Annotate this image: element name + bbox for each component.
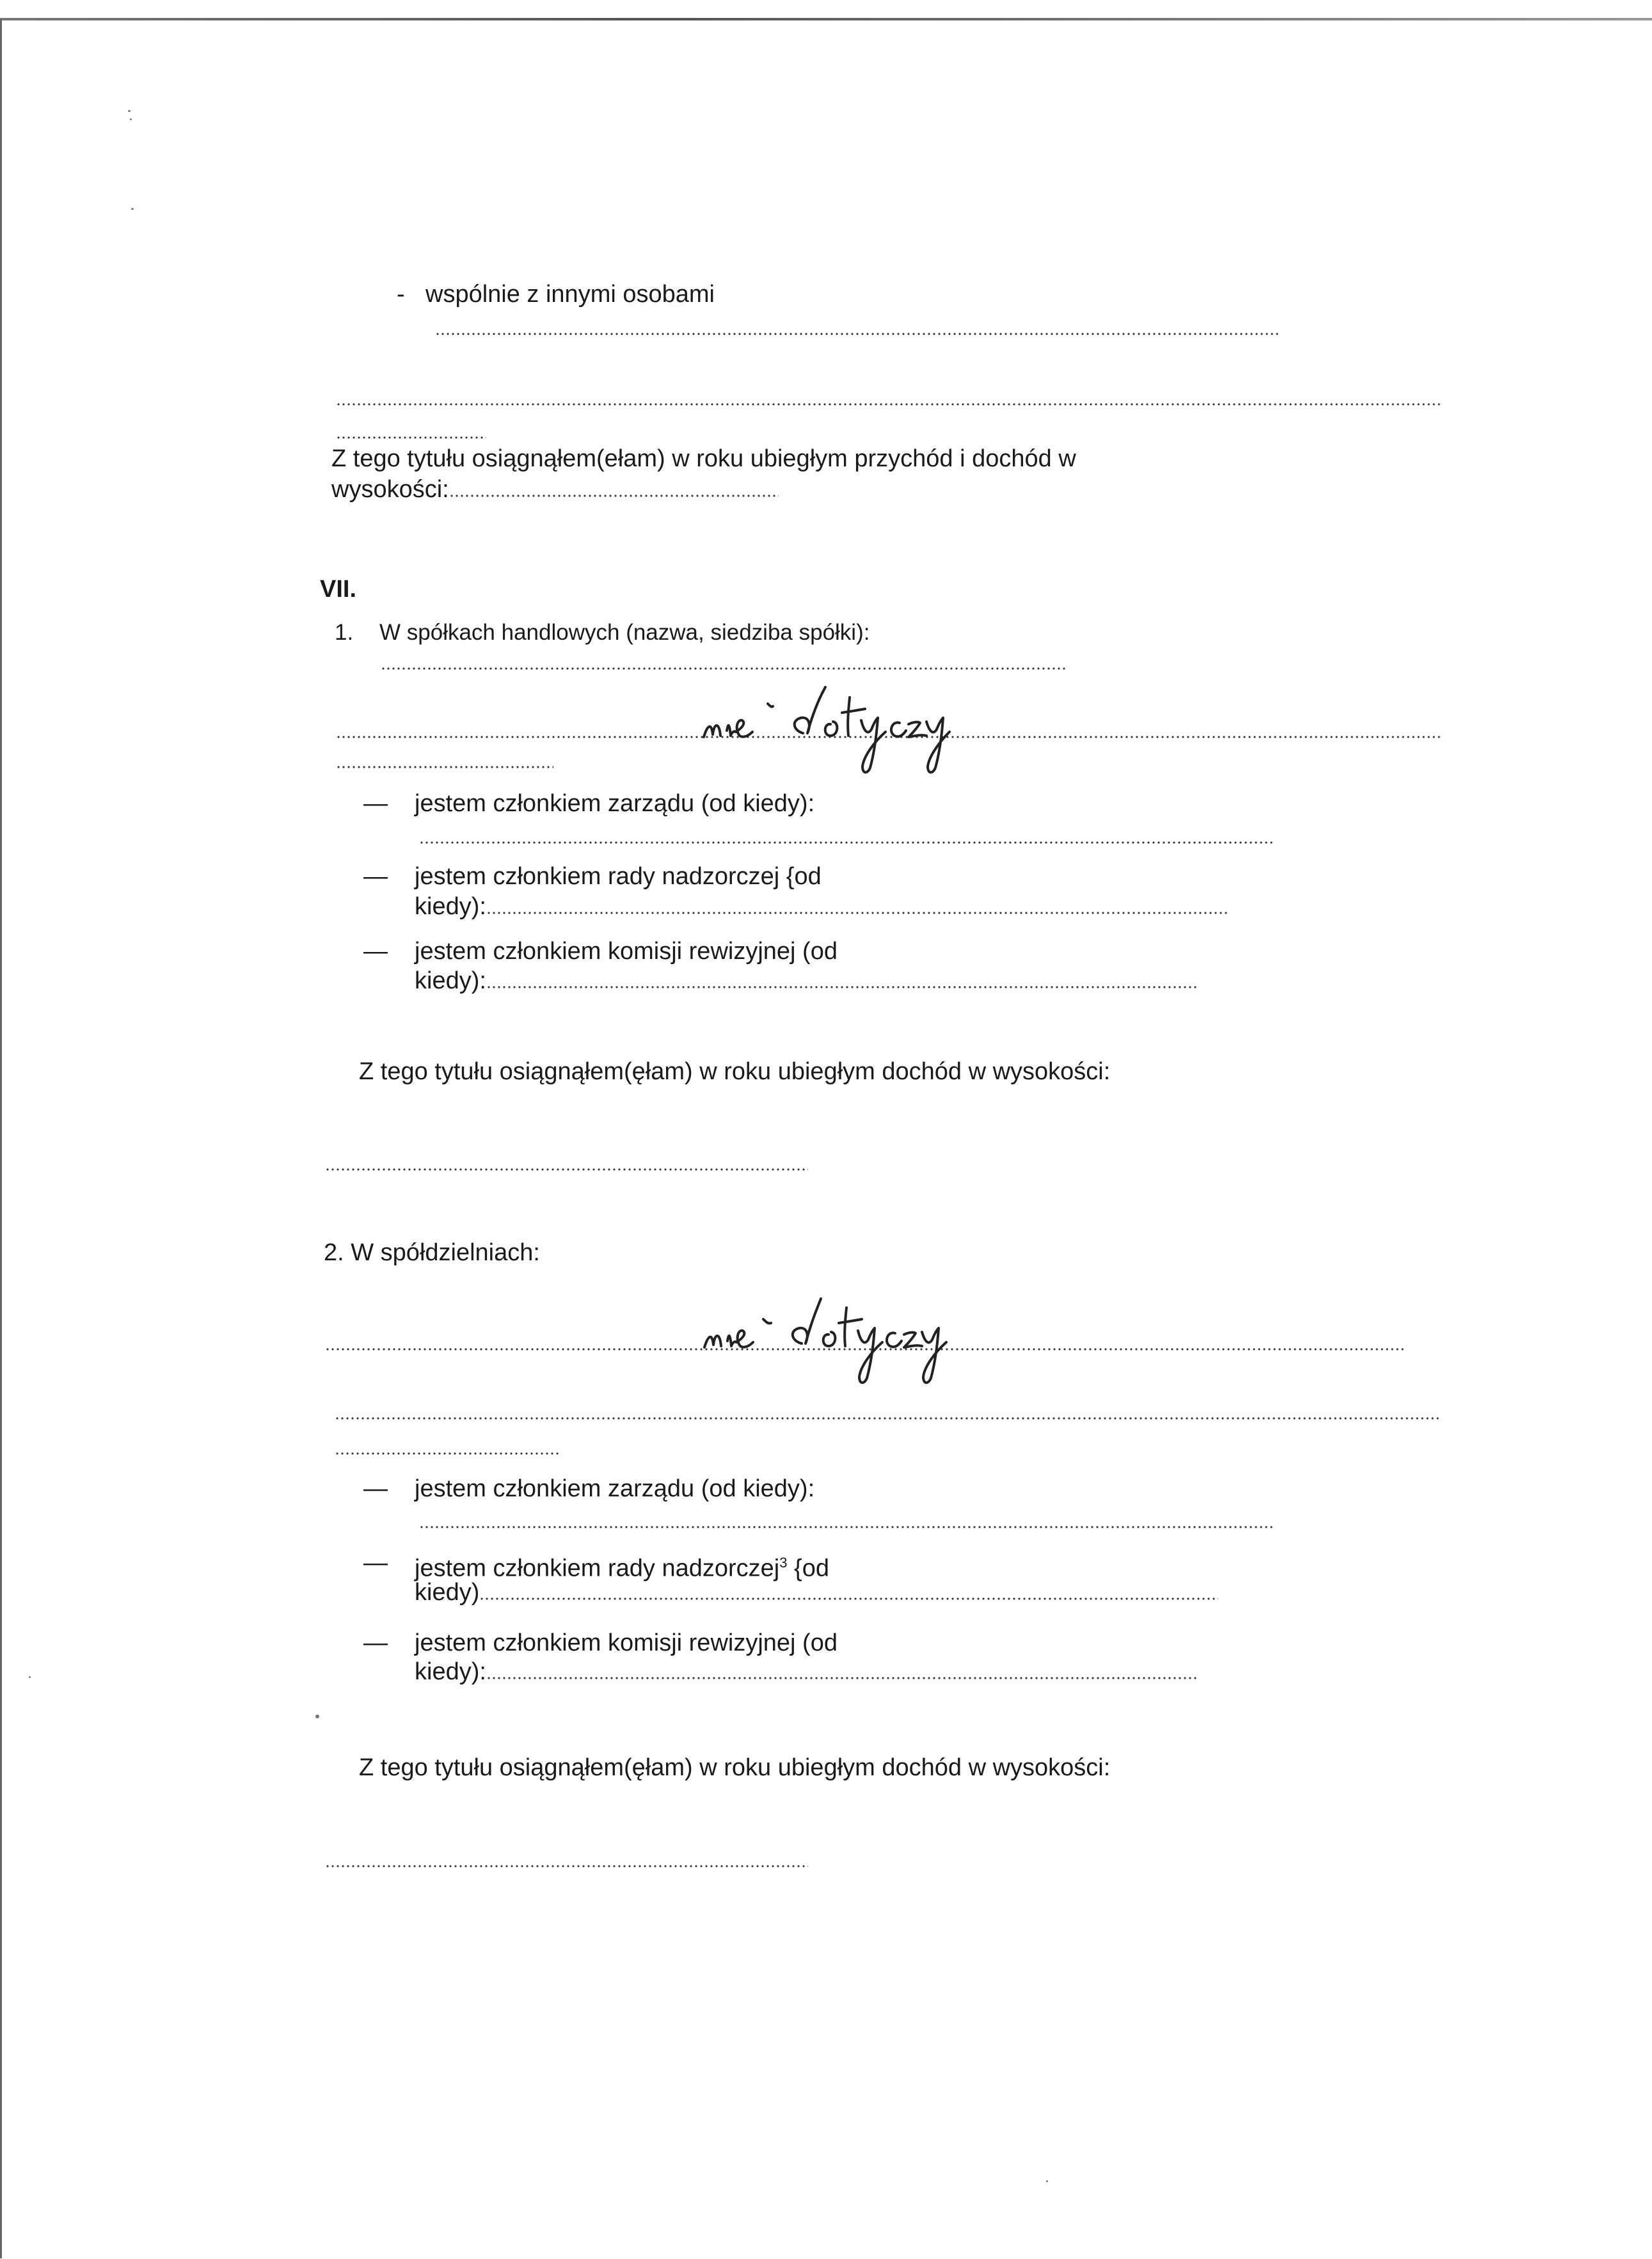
- dash-bullet: —: [363, 1550, 388, 1576]
- supervisory-board-label-cont: [415, 892, 1228, 921]
- since-label: kiedy): [415, 1579, 480, 1606]
- income-business-text-cont: [331, 475, 779, 504]
- fill-line: [486, 912, 1228, 914]
- fill-line: [419, 841, 1273, 844]
- since-label: kiedy):: [415, 893, 486, 920]
- board-member-label: jestem członkiem zarządu (od kiedy):: [415, 790, 815, 817]
- section-number: VII.: [320, 576, 357, 603]
- scan-border-left: [0, 19, 2, 2258]
- supervisory-board-label-cont: [415, 1578, 1218, 1607]
- since-label: kiedy):: [415, 967, 486, 994]
- scan-speck: [1046, 2180, 1048, 2182]
- supervisory-board-label: jestem członkiem rady nadzorczej {od: [415, 863, 822, 890]
- dash-bullet: —: [363, 1475, 388, 1502]
- audit-committee-label: jestem członkiem komisji rewizyjnej (od: [415, 938, 838, 965]
- fill-line: [435, 333, 1280, 335]
- scan-speck: [315, 1715, 319, 1718]
- audit-committee-label-cont: [415, 1657, 1196, 1686]
- audit-committee-label: jestem członkiem komisji rewizyjnej (od: [415, 1629, 838, 1656]
- fill-line: [486, 1677, 1196, 1679]
- handwritten-annotation: [691, 678, 973, 787]
- fill-line: [486, 986, 1196, 988]
- fill-line: [336, 403, 1443, 406]
- dash-bullet: —: [363, 1629, 388, 1656]
- fill-line: [419, 1526, 1273, 1528]
- income-text: Z tego tytułu osiągnąłem(ęłam) w roku ubiegłym dochód w wysokości:: [359, 1754, 1111, 1781]
- item2-label: 2. W spółdzielniach:: [324, 1239, 540, 1266]
- dash-bullet: —: [363, 863, 388, 890]
- fill-line: [381, 667, 1065, 670]
- audit-committee-label-cont: [415, 966, 1196, 995]
- fill-line: [336, 436, 486, 439]
- supervisory-text: jestem członkiem rady nadzorczej: [415, 1555, 780, 1582]
- dash-bullet: —: [363, 938, 388, 965]
- bullet: -: [397, 281, 405, 308]
- scan-speck: [131, 208, 134, 210]
- footnote-ref: 3: [779, 1555, 788, 1571]
- jointly-label: wspólnie z innymi osobami: [425, 281, 715, 308]
- fill-line: [325, 1865, 808, 1867]
- dash-bullet: —: [363, 790, 388, 817]
- fill-line: [335, 1452, 559, 1455]
- fill-line: [479, 1597, 1218, 1600]
- handwritten-annotation: [694, 1286, 963, 1395]
- since-label: kiedy):: [415, 1658, 486, 1685]
- income-business-text: Z tego tytułu osiągnąłem(ełam) w roku ubiegłym przychód i dochód w: [331, 445, 1076, 472]
- scan-border-top: [0, 18, 1652, 20]
- item-number: 1.: [335, 620, 354, 645]
- fill-line: [325, 1168, 808, 1171]
- since-text: {od: [787, 1555, 830, 1582]
- scan-speck: [29, 1676, 31, 1678]
- fill-line: [335, 1417, 1442, 1420]
- fill-line: [336, 766, 553, 768]
- board-member-label: jestem członkiem zarządu (od kiedy):: [415, 1475, 815, 1502]
- income-text: Z tego tytułu osiągnąłem(ęłam) w roku ubiegłym dochód w wysokości:: [359, 1058, 1111, 1085]
- item1-label: W spółkach handlowych (nazwa, siedziba spółki):: [379, 620, 870, 645]
- income-label: wysokości:: [331, 476, 449, 503]
- scan-speck: [128, 110, 131, 112]
- scan-speck: [130, 118, 132, 120]
- fill-line: [449, 495, 779, 497]
